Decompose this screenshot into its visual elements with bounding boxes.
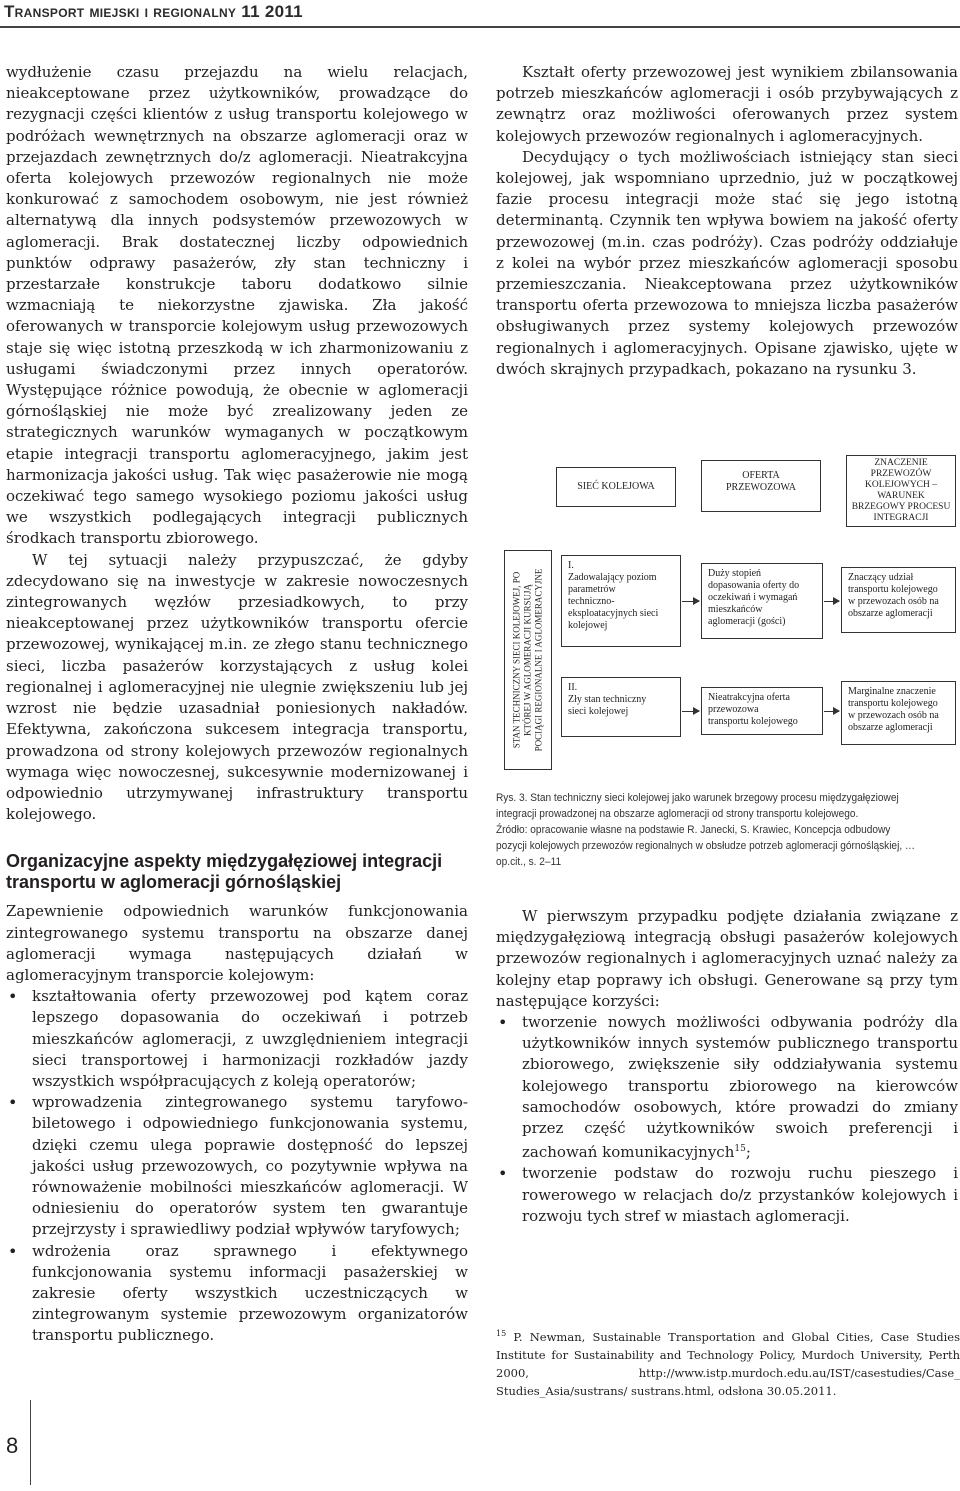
arrow-right-icon — [682, 711, 699, 712]
page-number: 8 — [6, 1433, 19, 1458]
footnote-number: 15 — [496, 1329, 507, 1338]
list-item: • wdrożenia oraz sprawnego i efektywnego funkcjonowania systemu informacji pasażerskiej w zakresie oferty wszystkich uczestniczących w zintegrowanym systemie przewozowym organizatorów transportu publicznego. — [6, 1241, 468, 1347]
figure-caption — [496, 790, 923, 870]
left-bullet-list — [6, 986, 468, 1346]
right-paragraph-1: Kształt oferty przewozowej jest wynikiem zbilansowania potrzeb mieszkańców aglomeracji i osób przybywających z zewnątrz oraz możliwości oferowanych przez system kolejowych przewozów regionalnych i aglomeracyjnych. — [496, 63, 958, 145]
section-heading: Organizacyjne aspekty międzygałęziowej integracji transportu w aglomeracji górnośląskiej — [6, 851, 443, 893]
arrow-right-icon — [682, 601, 699, 602]
page-number-rule — [30, 1400, 31, 1485]
footnote — [496, 1325, 960, 1400]
diagram-box-matched-offer: Duży stopień dopasowania oferty do oczekiwań i wymagań mieszkańców aglomeracji (gości) — [701, 563, 823, 639]
bullet-text: tworzenie nowych możliwości odbywania podróży dla użytkowników innych systemów publicznego transportu zbiorowego, zwiększenie siły oddziaływania systemu kolejowego transportu zbiorowego na kierowców samochodów osobowych, które prowadzi do zmiany przez część użytkowników swoich preferencji i zachowań komunikacyjnych — [522, 1013, 958, 1162]
left-paragraph-1: wydłużenie czasu przejazdu na wielu relacjach, nieakceptowane przez użytkowników, prowadzące do rezygnacji części klientów z usług transportu kolejowego w podróżach wewnętrznych na obszarze aglomeracji oraz w przejazdach zewnętrznych do/z aglomeracji. Nieatrakcyjna oferta kolejowych przewozów regionalnych nie może konkurować z samochodem osobowym, nie jest również alternatywą dla innych podsystemów przewozowych w aglomeracji. Brak dostatecznej liczby odpowiednich punktów odprawy pasażerów, zły stan techniczny i przestarzałe konstrukcje taboru dodatkowo silnie wzmacniają te niekorzystne zjawiska. Zła jakość oferowanych w transporcie kolejowym usług przewozowych staje się więc istotną przeszkodą w ich zharmonizowaniu z usługami świadczonymi przez innych operatorów. Występujące różnice powodują, że obecnie w aglomeracji górnośląskiej nie może być zrealizowany jeden ze strategicznych warunków wymaganych w początkowym etapie integracji transportu aglomeracyjnego, jakim jest harmonizacja jakości usług. Tak więc pasażerowie nie mogą oczekiwać tego samego wysokiego poziomu jakości usług we wszystkich podlegających integracji publicznych środkach transportu zbiorowego. — [6, 63, 468, 548]
journal-title: Transport miejski i regionalny 11 2011 — [4, 2, 303, 21]
right-paragraph-3: W pierwszym przypadku podjęte działania związane z międzygałęziową integracją obsługi pasażerów kolejowych przewozów regionalnych i aglomeracyjnych uznać należy za kolejny etap poprawy ich obsługi. Generowane są przy tym następujące korzyści: — [496, 907, 958, 1010]
figure-diagram — [496, 455, 958, 775]
diagram-box-good-network: I. Zadowalający poziom parametrów techniczno- eksploatacyjnych sieci kolejowej — [561, 555, 681, 647]
caption-title: Rys. 3. Stan techniczny sieci kolejowej jako warunek brzegowy procesu międzygałęziowej integracji prowadzonej na obszarze aglomeracji od strony transportu kolejowego. — [496, 792, 899, 820]
diagram-box-significant-share: Znaczący udział transportu kolejowego w przewozach osób na obszarze aglomeracji — [841, 567, 956, 633]
left-column — [6, 62, 468, 1347]
arrow-right-icon — [824, 711, 839, 712]
diagram-box-marginal-share: Marginalne znaczenie transportu kolejowego w przewozach osób na obszarze aglomeracji — [841, 681, 956, 745]
left-paragraph-3: Zapewnienie odpowiednich warunków funkcjonowania zintegrowanego systemu transportu na obszarze danej aglomeracji wymaga następujących działań w aglomeracyjnym transporcie kolejowym: — [6, 902, 468, 984]
diagram-header-network: SIEĆ KOLEJOWA — [556, 467, 676, 507]
header-rule — [0, 26, 960, 28]
right-paragraph-2: Decydujący o tych możliwościach istniejący stan sieci kolejowej, jak wspomniano uprzednio, już w początkowej fazie procesu integracji może stać się jego istotną determinantą. Czynnik ten wpływa bowiem na jakość oferty przewozowej (m.in. czas podróży). Czas podróży oddziałuje z kolei na wybór przez mieszkańców aglomeracji sposobu przemieszczania. Nieakceptowana przez użytkowników transportu oferta przewozowa to mniejsza liczba pasażerów obsługiwanych przez systemy kolejowych przewozów regionalnych i aglomeracyjnych. Opisane zjawisko, ujęte w dwóch skrajnych przypadkach, pokazano na rysunku 3. — [496, 147, 958, 378]
list-item: • tworzenie podstaw do rozwoju ruchu pieszego i rowerowego w relacjach do/z przystanków kolejowych i rozwoju tych stref w miastach aglomeracji. — [496, 1163, 958, 1227]
caption-source: Źródło: opracowanie własne na podstawie R. Janecki, S. Krawiec, Koncepcja odbudowy pozycji kolejowych przewozów regionalnych w obsłudze potrzeb aglomeracji górnośląskiej, … op.cit., s. 2–11 — [496, 824, 916, 868]
diagram-side-label — [504, 550, 552, 770]
diagram-box-bad-network: II. Zły stan techniczny sieci kolejowej — [561, 677, 681, 737]
right-column-top — [496, 62, 958, 380]
running-header — [0, 0, 960, 34]
list-item: • kształtowania oferty przewozowej pod kątem coraz lepszego dopasowania do oczekiwań i potrzeb mieszkańców aglomeracji, z uwzględnieniem integracji sieci transportowej i harmonizacji rozkładów jazdy wszystkich współpracujących z koleją operatorów; — [6, 986, 468, 1092]
right-column-bottom — [496, 906, 958, 1227]
diagram-header-offer: OFERTA PRZEWOZOWA — [701, 460, 821, 512]
footnote-ref[interactable]: 15 — [734, 1144, 746, 1155]
bullet-tail: ; — [745, 1143, 751, 1162]
left-paragraph-2: W tej sytuacji należy przypuszczać, że gdyby zdecydowano się na inwestycje w zakresie nowoczesnych zintegrowanych węzłów przesiadkowych, to przy nieakceptowanej przez użytkowników transportu ofercie przewozowej, wynikającej m.in. ze złego stanu technicznego sieci, liczba pasażerów korzystających z usług kolei regionalnej i aglomeracyjnej nie ulegnie zwiększeniu lub jej wzrost nie będzie uzasadniał poniesionych nakładów. Efektywna, zakończona sukcesem integracja transportu, prowadzona od strony kolejowych przewozów regionalnych wymaga więc nowoczesnej, sukcesywnie modernizowanej i odpowiednio utrzymywanej infrastruktury transportu kolejowego. — [6, 550, 468, 824]
list-item: • wprowadzenia zintegrowanego systemu taryfowo-biletowego i odpowiedniego funkcjonowania systemu, dzięki czemu ulega poprawie dostępność do lepszej jakości usług przewozowych, co pozytywnie wpływa na równoważenie mobilności mieszkańców aglomeracji. W odniesieniu do operatorów system ten gwarantuje przejrzysty i sprawiedliwy podział wpływów taryfowych; — [6, 1092, 468, 1240]
list-item — [496, 1012, 958, 1163]
diagram-side-text: STAN TECHNICZNY SIECI KOLEJOWEJ, PO KTÓREJ W AGLOMERACJI KURSUJĄ POCIĄGI REGIONALNE I AGLOMERACYJNE — [511, 568, 544, 752]
right-bullet-list — [496, 1012, 958, 1227]
footnote-text: P. Newman, Sustainable Transportation and Global Cities, Case Studies Institute for Sustainability and Technology Policy, Murdoch University, Perth 2000, http://www.istp.murdoch.edu.au/IST/casestudies/Case_ Studies_Asia/sustrans/ sustrans.html, odsłona 30.05.2011. — [496, 1329, 960, 1398]
diagram-header-importance: ZNACZENIE PRZEWOZÓW KOLEJOWYCH – WARUNEK BRZEGOWY PROCESU INTEGRACJI — [846, 455, 956, 527]
arrow-right-icon — [824, 601, 839, 602]
diagram-box-unattractive-offer: Nieatrakcyjna oferta przewozowa transportu kolejowego — [701, 687, 823, 735]
